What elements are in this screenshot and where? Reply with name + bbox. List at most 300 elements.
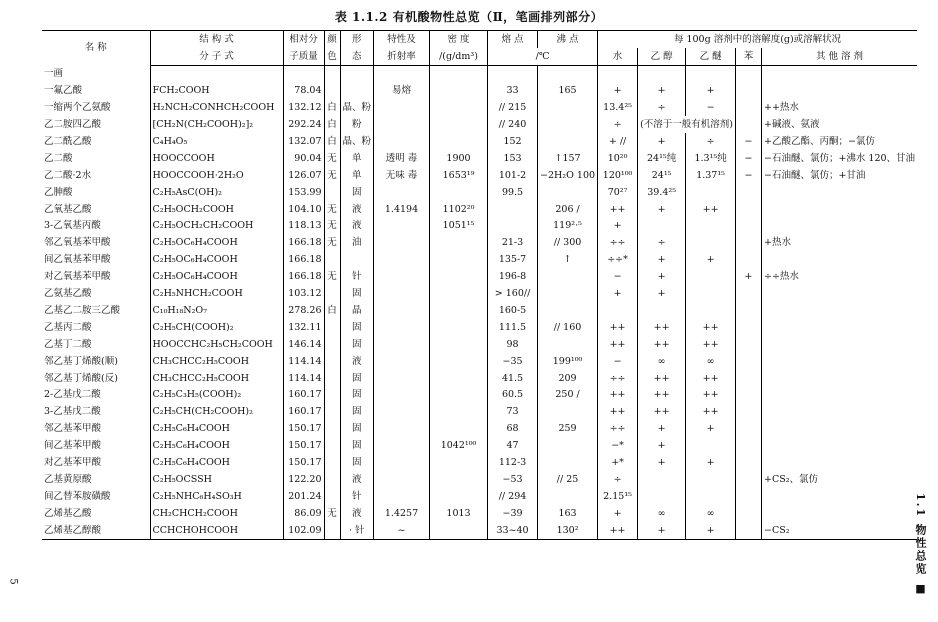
- cell-bp: [538, 302, 598, 319]
- cell-mass: 90.04: [283, 150, 324, 167]
- cell-other: [761, 505, 917, 522]
- cell-water: ÷÷*: [598, 252, 638, 269]
- table-row: [42, 370, 917, 387]
- cell-mass: 78.04: [283, 83, 324, 100]
- cell-name: 3-乙基戊二酸: [44, 406, 101, 418]
- cell-ethanol: ++: [638, 319, 686, 336]
- cell-water: ÷÷: [598, 370, 638, 387]
- cell-other: [761, 252, 917, 269]
- cell-ethanol: +: [638, 454, 686, 471]
- cell-property: [374, 302, 430, 319]
- cell-form: 粉: [340, 116, 374, 133]
- cell-name: 乙基丙二酸: [44, 321, 92, 333]
- cell-formula: C₂H₅C₆H₄COOH: [150, 454, 283, 471]
- cell-ethanol: (不溶于一般有机溶剂): [638, 116, 736, 133]
- cell-bp: 259: [538, 420, 598, 437]
- cell-property: [374, 133, 430, 150]
- cell-formula: C₂H₅OC₆H₄COOH: [150, 235, 283, 252]
- cell-ether: ++: [686, 404, 736, 421]
- cell-mass: 102.09: [283, 522, 324, 539]
- cell-name: 间乙基苯甲酸: [44, 440, 102, 452]
- cell-form: 单: [340, 150, 374, 167]
- table-row: [42, 235, 917, 252]
- col-refractive-header: 折射率: [374, 48, 430, 65]
- cell-form: 针: [340, 488, 374, 505]
- cell-ether: [686, 437, 736, 454]
- cell-other: +CS₂、氯仿: [761, 471, 917, 488]
- cell-ethanol: +: [638, 420, 686, 437]
- table-body: [42, 65, 917, 539]
- cell-ether: 1.37¹⁵: [686, 167, 736, 184]
- cell-name: 乙烯基乙醇酸: [42, 522, 150, 539]
- cell-water: ++: [598, 336, 638, 353]
- cell-benzene: [735, 302, 761, 319]
- table-row: [42, 420, 917, 437]
- cell-ether: [686, 268, 736, 285]
- cell-color: [324, 471, 340, 488]
- cell-color: 无: [324, 218, 340, 235]
- cell-ether: ++: [686, 370, 736, 387]
- cell-benzene: [735, 319, 761, 336]
- cell-name: 乙二酸: [44, 152, 73, 164]
- cell-ether: ++: [686, 336, 736, 353]
- cell-ether: +: [686, 252, 736, 269]
- cell-color: 无: [324, 235, 340, 252]
- cell-density: [430, 285, 488, 302]
- cell-formula: H₂NCH₂CONHCH₂COOH: [150, 100, 283, 117]
- cell-form: 液: [340, 218, 374, 235]
- cell-mp: [488, 218, 538, 235]
- cell-color: [324, 454, 340, 471]
- cell-bp: −2H₂O 100: [538, 167, 598, 184]
- cell-bp: [538, 404, 598, 421]
- cell-bp: [538, 116, 598, 133]
- cell-formula: C₂H₅OCH₂CH₂COOH: [150, 218, 283, 235]
- side-section-label: 1.1 物性总览 ■: [914, 493, 927, 597]
- cell-name: 乙基乙二胺三乙酸: [44, 304, 121, 316]
- cell-form: 固: [340, 184, 374, 201]
- cell-bp: [538, 454, 598, 471]
- cell-property: [374, 319, 430, 336]
- cell-density: [430, 116, 488, 133]
- cell-water: 70²⁷: [598, 184, 638, 201]
- cell-ethanol: ÷: [638, 100, 686, 117]
- cell-name: 一缩两个乙氨酸: [44, 102, 111, 114]
- section-row: [42, 65, 917, 82]
- cell-benzene: [735, 505, 761, 522]
- cell-mp: // 215: [488, 100, 538, 117]
- cell-form: [340, 252, 374, 269]
- cell-color: 白: [324, 116, 340, 133]
- table-row: [42, 454, 917, 471]
- cell-density: [430, 83, 488, 100]
- cell-name: 乙二酰乙酸: [44, 136, 92, 148]
- cell-form: · 针: [340, 522, 374, 539]
- table-row: [42, 302, 917, 319]
- cell-water: ÷: [598, 471, 638, 488]
- cell-water: ++: [598, 201, 638, 218]
- col-formula-header: 分 子 式: [150, 48, 283, 65]
- cell-property: 1.4257: [374, 505, 430, 522]
- cell-ethanol: ++: [638, 404, 686, 421]
- cell-mass: 153.99: [283, 184, 324, 201]
- cell-property: [374, 336, 430, 353]
- cell-formula: C₂H₅CH(COOH)₂: [150, 319, 283, 336]
- col-density-unit-header: /(g/dm³): [430, 48, 488, 65]
- cell-formula: C₂H₅OCH₂COOH: [150, 201, 283, 218]
- cell-mp: 73: [488, 404, 538, 421]
- cell-mp: 33: [488, 83, 538, 100]
- cell-other: [761, 285, 917, 302]
- col-ethanol-header: 乙 醇: [638, 48, 686, 65]
- cell-ether: ++: [686, 387, 736, 404]
- cell-mp: 153: [488, 150, 538, 167]
- col-ether-header: 乙 醚: [686, 48, 736, 65]
- table-row: [42, 522, 917, 539]
- cell-mass: 150.17: [283, 454, 324, 471]
- cell-other: [761, 437, 917, 454]
- cell-name: 乙基黄原酸: [44, 473, 92, 485]
- cell-mass: 132.11: [283, 319, 324, 336]
- cell-benzene: [735, 488, 761, 505]
- cell-mass: 278.26: [283, 302, 324, 319]
- cell-color: [324, 285, 340, 302]
- cell-formula: FCH₂COOH: [150, 83, 283, 100]
- acid-properties-table: [42, 30, 917, 540]
- cell-mp: // 294: [488, 488, 538, 505]
- table-title: 表 1.1.2 有机酸物性总览（Ⅱ，笔画排列部分）: [334, 10, 604, 24]
- cell-benzene: [735, 454, 761, 471]
- cell-water: ++: [598, 404, 638, 421]
- cell-water: 13.4²⁵: [598, 100, 638, 117]
- cell-property: [374, 404, 430, 421]
- cell-formula: C₁₀H₁₈N₂O₇: [150, 302, 283, 319]
- cell-mass: 166.18: [283, 235, 324, 252]
- cell-bp: [538, 336, 598, 353]
- cell-water: ++: [598, 387, 638, 404]
- cell-property: [374, 116, 430, 133]
- cell-density: 1051¹⁵: [430, 218, 488, 235]
- col-mass-header-2: 子质量: [283, 48, 324, 65]
- cell-ethanol: +: [638, 252, 686, 269]
- cell-mp: 60.5: [488, 387, 538, 404]
- cell-color: [324, 252, 340, 269]
- cell-form: 液: [340, 201, 374, 218]
- cell-ethanol: [638, 471, 686, 488]
- cell-mp: −53: [488, 471, 538, 488]
- cell-formula: CH₃CHCC₂H₅COOH: [150, 353, 283, 370]
- cell-water: ++: [598, 319, 638, 336]
- cell-ethanol: +: [638, 522, 686, 539]
- cell-ethanol: +: [638, 133, 686, 150]
- cell-ethanol: [638, 302, 686, 319]
- table-row: [42, 319, 917, 336]
- cell-density: 1102²⁰: [430, 201, 488, 218]
- cell-benzene: [735, 404, 761, 421]
- cell-mp: 98: [488, 336, 538, 353]
- table-row: [42, 268, 917, 285]
- cell-benzene: [735, 336, 761, 353]
- cell-mp: 33~40: [488, 522, 538, 539]
- cell-form: 液: [340, 353, 374, 370]
- cell-formula: CCHCHOHCOOH: [150, 522, 283, 539]
- cell-ethanol: 24¹⁵纯: [638, 150, 686, 167]
- cell-bp: 209: [538, 370, 598, 387]
- cell-property: 透明 毒: [374, 150, 430, 167]
- cell-water: 10²⁰: [598, 150, 638, 167]
- cell-mass: 160.17: [283, 387, 324, 404]
- cell-color: 白: [324, 100, 340, 117]
- cell-mass: 114.14: [283, 370, 324, 387]
- cell-mp: 112-3: [488, 454, 538, 471]
- cell-ethanol: 39.4²⁵: [638, 184, 686, 201]
- cell-mp: [488, 201, 538, 218]
- cell-bp: 199¹⁰⁰: [538, 353, 598, 370]
- cell-form: 固: [340, 404, 374, 421]
- cell-other: ++热水: [761, 100, 917, 117]
- cell-formula: C₄H₄O₅: [150, 133, 283, 150]
- cell-ether: ∞: [686, 505, 736, 522]
- cell-other: −石油醚、氯仿；+甘油: [761, 167, 917, 184]
- cell-formula: C₂H₅NHCH₂COOH: [150, 285, 283, 302]
- cell-benzene: −: [735, 150, 761, 167]
- cell-ethanol: ∞: [638, 353, 686, 370]
- cell-formula: C₂H₅NHC₆H₄SO₃H: [150, 488, 283, 505]
- cell-form: 针: [340, 268, 374, 285]
- cell-name: 邻乙基丁烯酸(反): [44, 372, 118, 384]
- cell-bp: [538, 133, 598, 150]
- cell-name: 邻乙氧基苯甲酸: [44, 237, 111, 249]
- cell-mp: 99.5: [488, 184, 538, 201]
- cell-property: [374, 252, 430, 269]
- cell-density: 1900: [430, 150, 488, 167]
- cell-ethanol: ++: [638, 387, 686, 404]
- cell-benzene: [735, 100, 761, 117]
- cell-form: 固: [340, 370, 374, 387]
- cell-bp: 165: [538, 83, 598, 100]
- col-name-header: 名 称: [42, 31, 150, 66]
- col-benzene-header: 苯: [735, 48, 761, 65]
- cell-name: 邻乙基丁烯酸(顺): [44, 355, 118, 367]
- cell-mass: 103.12: [283, 285, 324, 302]
- cell-mass: 114.14: [283, 353, 324, 370]
- cell-form: 液: [340, 471, 374, 488]
- cell-water: +*: [598, 454, 638, 471]
- cell-property: [374, 454, 430, 471]
- cell-bp: [538, 285, 598, 302]
- cell-density: [430, 184, 488, 201]
- table-row: [42, 285, 917, 302]
- cell-ether: [686, 184, 736, 201]
- cell-benzene: [735, 83, 761, 100]
- table-header: [42, 31, 917, 66]
- cell-color: 无: [324, 167, 340, 184]
- section-label: 一画: [44, 68, 64, 80]
- cell-benzene: [735, 218, 761, 235]
- cell-bp: 250 /: [538, 387, 598, 404]
- cell-benzene: [735, 387, 761, 404]
- cell-benzene: [735, 201, 761, 218]
- cell-name: 乙氨基乙酸: [44, 288, 92, 300]
- cell-benzene: [735, 420, 761, 437]
- cell-water: ++: [598, 522, 638, 539]
- cell-mass: 126.07: [283, 167, 324, 184]
- cell-ether: ++: [686, 201, 736, 218]
- cell-color: [324, 420, 340, 437]
- cell-form: 晶、粉: [340, 133, 374, 150]
- cell-bp: ↑: [538, 252, 598, 269]
- cell-formula: HOOCCOOH: [150, 150, 283, 167]
- cell-mp: 47: [488, 437, 538, 454]
- cell-property: [374, 387, 430, 404]
- cell-water: ÷: [598, 116, 638, 133]
- cell-density: 1042¹⁰⁰: [430, 437, 488, 454]
- table-row: [42, 100, 917, 117]
- cell-ether: ÷: [686, 133, 736, 150]
- cell-color: 无: [324, 268, 340, 285]
- cell-density: [430, 404, 488, 421]
- cell-ethanol: 24¹⁵: [638, 167, 686, 184]
- cell-mp: 21-3: [488, 235, 538, 252]
- cell-water: +: [598, 285, 638, 302]
- cell-other: [761, 420, 917, 437]
- cell-ethanol: ++: [638, 336, 686, 353]
- cell-water: 120¹⁰⁰: [598, 167, 638, 184]
- cell-benzene: [735, 285, 761, 302]
- cell-density: 1013: [430, 505, 488, 522]
- table-row: [42, 404, 917, 421]
- cell-other: [761, 387, 917, 404]
- cell-density: [430, 133, 488, 150]
- cell-mass: 118.13: [283, 218, 324, 235]
- cell-density: [430, 488, 488, 505]
- cell-water: −: [598, 268, 638, 285]
- cell-ethanol: ÷: [638, 235, 686, 252]
- cell-water: +: [598, 218, 638, 235]
- cell-other: [761, 336, 917, 353]
- cell-density: [430, 454, 488, 471]
- cell-property: [374, 437, 430, 454]
- col-density-header: 密 度: [430, 31, 488, 48]
- table-row: [42, 184, 917, 201]
- cell-density: [430, 370, 488, 387]
- cell-benzene: [735, 252, 761, 269]
- table-row: [42, 167, 917, 184]
- cell-ether: [686, 218, 736, 235]
- cell-benzene: [735, 471, 761, 488]
- cell-mass: 122.20: [283, 471, 324, 488]
- cell-density: [430, 387, 488, 404]
- page-number: 5: [7, 578, 19, 585]
- cell-density: [430, 100, 488, 117]
- cell-color: [324, 336, 340, 353]
- cell-mass: 201.24: [283, 488, 324, 505]
- cell-mass: 150.17: [283, 437, 324, 454]
- table-row: [42, 150, 917, 167]
- cell-name: 对乙基苯甲酸: [44, 456, 102, 468]
- table-row: [42, 116, 917, 133]
- cell-color: 白: [324, 133, 340, 150]
- cell-form: 固: [340, 285, 374, 302]
- cell-mass: 146.14: [283, 336, 324, 353]
- cell-water: ÷÷: [598, 235, 638, 252]
- cell-name: 乙烯基乙酸: [44, 507, 92, 519]
- cell-form: 晶: [340, 302, 374, 319]
- cell-water: 2.15¹⁵: [598, 488, 638, 505]
- cell-other: [761, 302, 917, 319]
- cell-formula: [CH₂N(CH₂COOH)₂]₂: [150, 116, 283, 133]
- cell-bp: 206 /: [538, 201, 598, 218]
- cell-bp: [538, 268, 598, 285]
- cell-color: [324, 522, 340, 539]
- table-row: [42, 471, 917, 488]
- cell-ether: +: [686, 420, 736, 437]
- cell-mp: 68: [488, 420, 538, 437]
- table-row: [42, 218, 917, 235]
- table-row: [42, 437, 917, 454]
- col-structure-header: 结 构 式: [150, 31, 283, 48]
- cell-density: [430, 522, 488, 539]
- cell-mp: 41.5: [488, 370, 538, 387]
- cell-color: [324, 437, 340, 454]
- cell-ethanol: [638, 488, 686, 505]
- col-color-header: 颜: [324, 31, 340, 48]
- cell-property: [374, 285, 430, 302]
- cell-formula: HOOCCOOH·2H₂O: [150, 167, 283, 184]
- cell-ethanol: +: [638, 285, 686, 302]
- cell-other: [761, 353, 917, 370]
- cell-ethanol: +: [638, 437, 686, 454]
- cell-mp: 135-7: [488, 252, 538, 269]
- table-row: [42, 83, 917, 100]
- cell-name: 乙胂酸: [44, 186, 73, 198]
- col-mp-header: 熔 点: [488, 31, 538, 48]
- cell-bp: 163: [538, 505, 598, 522]
- cell-property: [374, 235, 430, 252]
- cell-water: [598, 302, 638, 319]
- cell-name: 一氟乙酸: [44, 85, 83, 97]
- cell-name: 乙二胺四乙酸: [44, 119, 102, 131]
- cell-property: ~: [374, 522, 430, 539]
- cell-ether: 1.3¹⁵纯: [686, 150, 736, 167]
- cell-color: [324, 387, 340, 404]
- col-mass-header: 相对分: [283, 31, 324, 48]
- cell-formula: C₂H₅AsC(OH)₂: [150, 184, 283, 201]
- cell-property: [374, 353, 430, 370]
- cell-ether: +: [686, 522, 736, 539]
- cell-mp: 111.5: [488, 319, 538, 336]
- cell-benzene: [735, 370, 761, 387]
- cell-mp: −35: [488, 353, 538, 370]
- cell-color: [324, 83, 340, 100]
- cell-color: 无: [324, 150, 340, 167]
- cell-property: [374, 268, 430, 285]
- cell-benzene: [735, 235, 761, 252]
- cell-color: 无: [324, 201, 340, 218]
- cell-density: [430, 420, 488, 437]
- col-temp-unit-header: /℃: [488, 48, 598, 65]
- cell-other: +热水: [761, 235, 917, 252]
- cell-property: [374, 370, 430, 387]
- cell-mp: > 160//: [488, 285, 538, 302]
- cell-property: 易熔: [374, 83, 430, 100]
- cell-water: + //: [598, 133, 638, 150]
- cell-bp: [538, 100, 598, 117]
- cell-ethanol: ++: [638, 370, 686, 387]
- cell-color: 无: [324, 505, 340, 522]
- cell-formula: C₂H₅C₃H₅(COOH)₂: [150, 387, 283, 404]
- cell-formula: C₂H₅C₆H₄COOH: [150, 420, 283, 437]
